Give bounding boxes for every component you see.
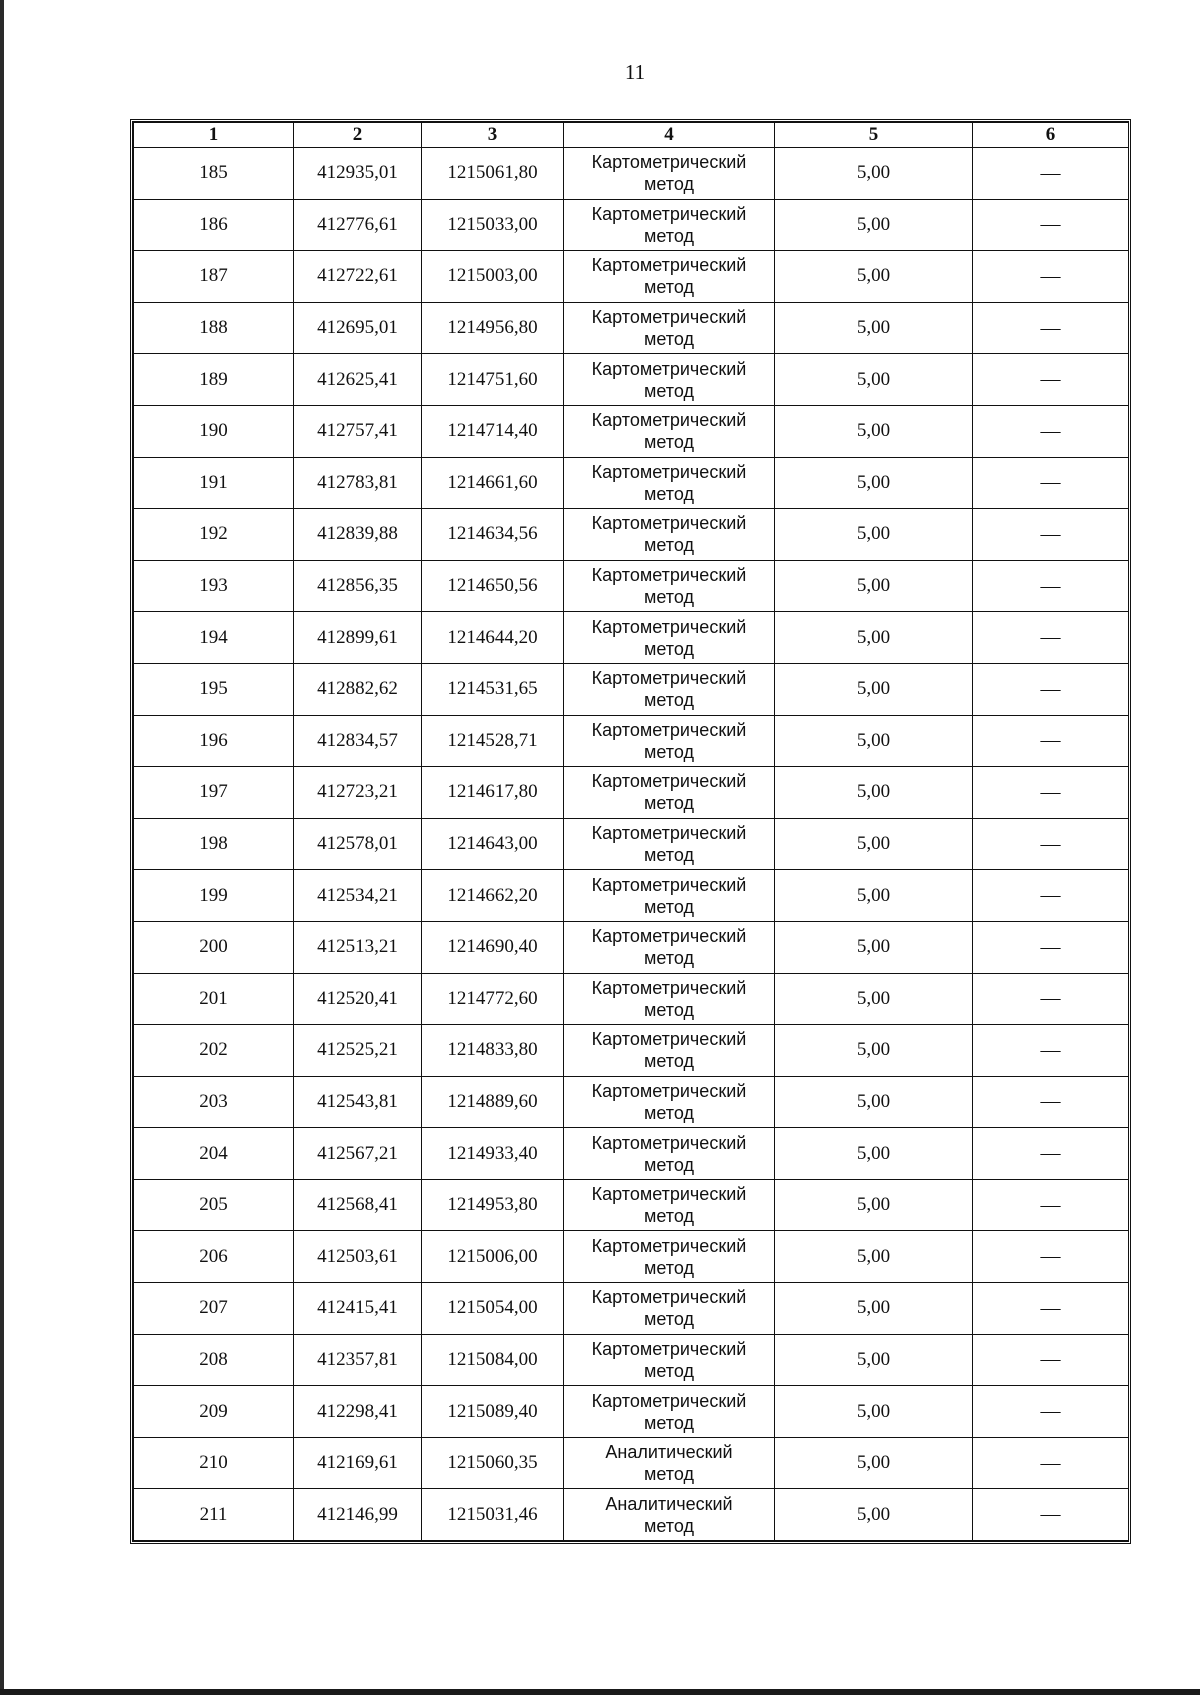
table-row	[134, 405, 1129, 457]
header-col-5: 5	[775, 123, 973, 148]
scan-edge-bottom	[0, 1689, 1200, 1695]
point-number-cell: 207	[134, 1283, 294, 1335]
point-number-cell: 193	[134, 560, 294, 612]
method-cell	[564, 1231, 775, 1283]
accuracy-cell: 5,00	[775, 509, 973, 561]
method-line-1: Картометрический	[591, 1235, 747, 1256]
table-row	[134, 767, 1129, 819]
method-cell	[564, 767, 775, 819]
table-row	[134, 148, 1129, 200]
y-coordinate-cell: 1214690,40	[422, 921, 564, 973]
method-line-2: метод	[644, 535, 694, 556]
method-line-1: Картометрический	[591, 1080, 747, 1101]
accuracy-cell: 5,00	[775, 199, 973, 251]
accuracy-cell: 5,00	[775, 1283, 973, 1335]
table-row	[134, 199, 1129, 251]
point-number-cell: 210	[134, 1437, 294, 1489]
note-cell: —	[973, 1128, 1129, 1180]
method-cell	[564, 1386, 775, 1438]
method-line-1: Картометрический	[591, 616, 747, 637]
accuracy-cell: 5,00	[775, 818, 973, 870]
method-line-1: Картометрический	[591, 771, 747, 792]
method-line-1: Картометрический	[591, 1029, 747, 1050]
y-coordinate-cell: 1215054,00	[422, 1283, 564, 1335]
page-number: 11	[624, 60, 646, 84]
y-coordinate-cell: 1214714,40	[422, 405, 564, 457]
table-row	[134, 870, 1129, 922]
accuracy-cell: 5,00	[775, 715, 973, 767]
y-coordinate-cell: 1215003,00	[422, 251, 564, 303]
x-coordinate-cell: 412839,88	[294, 509, 422, 561]
table-row	[134, 921, 1129, 973]
scan-edge-left	[0, 0, 4, 1695]
method-cell	[564, 973, 775, 1025]
note-cell: —	[973, 1386, 1129, 1438]
note-cell: —	[973, 560, 1129, 612]
accuracy-cell: 5,00	[775, 148, 973, 200]
point-number-cell: 196	[134, 715, 294, 767]
accuracy-cell: 5,00	[775, 1489, 973, 1541]
x-coordinate-cell: 412298,41	[294, 1386, 422, 1438]
method-cell	[564, 1437, 775, 1489]
x-coordinate-cell: 412534,21	[294, 870, 422, 922]
method-cell	[564, 1179, 775, 1231]
table-row	[134, 818, 1129, 870]
table-row	[134, 1489, 1129, 1541]
method-line-2: метод	[644, 1206, 694, 1227]
table-row	[134, 1437, 1129, 1489]
table-row	[134, 1231, 1129, 1283]
method-cell	[564, 457, 775, 509]
y-coordinate-cell: 1214643,00	[422, 818, 564, 870]
accuracy-cell: 5,00	[775, 612, 973, 664]
x-coordinate-cell: 412567,21	[294, 1128, 422, 1180]
method-line-2: метод	[644, 690, 694, 711]
accuracy-cell: 5,00	[775, 405, 973, 457]
method-line-1: Картометрический	[591, 1338, 747, 1359]
method-line-2: метод	[644, 793, 694, 814]
y-coordinate-cell: 1214528,71	[422, 715, 564, 767]
point-number-cell: 187	[134, 251, 294, 303]
y-coordinate-cell: 1214933,40	[422, 1128, 564, 1180]
accuracy-cell: 5,00	[775, 1334, 973, 1386]
table-row	[134, 251, 1129, 303]
note-cell: —	[973, 663, 1129, 715]
y-coordinate-cell: 1215033,00	[422, 199, 564, 251]
method-line-2: метод	[644, 1515, 694, 1536]
note-cell: —	[973, 1437, 1129, 1489]
x-coordinate-cell: 412568,41	[294, 1179, 422, 1231]
method-line-1: Картометрический	[591, 410, 747, 431]
table-row	[134, 973, 1129, 1025]
table-row	[134, 560, 1129, 612]
accuracy-cell: 5,00	[775, 1437, 973, 1489]
y-coordinate-cell: 1215061,80	[422, 148, 564, 200]
point-number-cell: 198	[134, 818, 294, 870]
method-cell	[564, 1283, 775, 1335]
method-line-1: Картометрический	[591, 926, 747, 947]
method-line-1: Картометрический	[591, 823, 747, 844]
note-cell: —	[973, 1025, 1129, 1077]
method-line-2: метод	[644, 277, 694, 298]
table-row	[134, 612, 1129, 664]
point-number-cell: 206	[134, 1231, 294, 1283]
y-coordinate-cell: 1214956,80	[422, 302, 564, 354]
method-line-2: метод	[644, 483, 694, 504]
note-cell: —	[973, 148, 1129, 200]
method-line-2: метод	[644, 638, 694, 659]
method-line-2: метод	[644, 1257, 694, 1278]
method-line-1: Картометрический	[591, 874, 747, 895]
method-line-1: Картометрический	[591, 307, 747, 328]
point-number-cell: 192	[134, 509, 294, 561]
x-coordinate-cell: 412513,21	[294, 921, 422, 973]
x-coordinate-cell: 412169,61	[294, 1437, 422, 1489]
point-number-cell: 195	[134, 663, 294, 715]
x-coordinate-cell: 412520,41	[294, 973, 422, 1025]
y-coordinate-cell: 1214650,56	[422, 560, 564, 612]
point-number-cell: 200	[134, 921, 294, 973]
table-row	[134, 1386, 1129, 1438]
x-coordinate-cell: 412776,61	[294, 199, 422, 251]
point-number-cell: 191	[134, 457, 294, 509]
accuracy-cell: 5,00	[775, 921, 973, 973]
note-cell: —	[973, 870, 1129, 922]
note-cell: —	[973, 715, 1129, 767]
point-number-cell: 185	[134, 148, 294, 200]
point-number-cell: 208	[134, 1334, 294, 1386]
note-cell: —	[973, 302, 1129, 354]
accuracy-cell: 5,00	[775, 663, 973, 715]
point-number-cell: 194	[134, 612, 294, 664]
note-cell: —	[973, 1231, 1129, 1283]
table-row	[134, 509, 1129, 561]
x-coordinate-cell: 412146,99	[294, 1489, 422, 1541]
x-coordinate-cell: 412834,57	[294, 715, 422, 767]
y-coordinate-cell: 1214617,80	[422, 767, 564, 819]
note-cell: —	[973, 405, 1129, 457]
y-coordinate-cell: 1215060,35	[422, 1437, 564, 1489]
note-cell: —	[973, 767, 1129, 819]
method-line-2: метод	[644, 1051, 694, 1072]
accuracy-cell: 5,00	[775, 767, 973, 819]
table-row	[134, 1128, 1129, 1180]
method-line-1: Картометрический	[591, 1287, 747, 1308]
method-line-2: метод	[644, 174, 694, 195]
method-cell	[564, 612, 775, 664]
note-cell: —	[973, 1334, 1129, 1386]
note-cell: —	[973, 1179, 1129, 1231]
point-number-cell: 211	[134, 1489, 294, 1541]
note-cell: —	[973, 457, 1129, 509]
x-coordinate-cell: 412899,61	[294, 612, 422, 664]
point-number-cell: 201	[134, 973, 294, 1025]
point-number-cell: 197	[134, 767, 294, 819]
note-cell: —	[973, 973, 1129, 1025]
header-col-1: 1	[134, 123, 294, 148]
accuracy-cell: 5,00	[775, 1386, 973, 1438]
point-number-cell: 190	[134, 405, 294, 457]
accuracy-cell: 5,00	[775, 1179, 973, 1231]
y-coordinate-cell: 1215006,00	[422, 1231, 564, 1283]
method-line-2: метод	[644, 225, 694, 246]
table-row	[134, 1283, 1129, 1335]
note-cell: —	[973, 354, 1129, 406]
x-coordinate-cell: 412578,01	[294, 818, 422, 870]
coordinates-table-frame	[130, 119, 1131, 1544]
method-line-2: метод	[644, 1360, 694, 1381]
accuracy-cell: 5,00	[775, 973, 973, 1025]
accuracy-cell: 5,00	[775, 1128, 973, 1180]
x-coordinate-cell: 412357,81	[294, 1334, 422, 1386]
method-line-2: метод	[644, 1102, 694, 1123]
table-row	[134, 715, 1129, 767]
table-row	[134, 1076, 1129, 1128]
header-col-4: 4	[564, 123, 775, 148]
accuracy-cell: 5,00	[775, 302, 973, 354]
note-cell: —	[973, 612, 1129, 664]
y-coordinate-cell: 1214531,65	[422, 663, 564, 715]
x-coordinate-cell: 412935,01	[294, 148, 422, 200]
point-number-cell: 189	[134, 354, 294, 406]
x-coordinate-cell: 412415,41	[294, 1283, 422, 1335]
accuracy-cell: 5,00	[775, 251, 973, 303]
method-line-1: Картометрический	[591, 1132, 747, 1153]
method-line-1: Картометрический	[591, 203, 747, 224]
method-line-1: Картометрический	[591, 513, 747, 534]
accuracy-cell: 5,00	[775, 457, 973, 509]
x-coordinate-cell: 412856,35	[294, 560, 422, 612]
x-coordinate-cell: 412757,41	[294, 405, 422, 457]
y-coordinate-cell: 1215089,40	[422, 1386, 564, 1438]
note-cell: —	[973, 1283, 1129, 1335]
table-row	[134, 457, 1129, 509]
method-cell	[564, 251, 775, 303]
y-coordinate-cell: 1215031,46	[422, 1489, 564, 1541]
y-coordinate-cell: 1214644,20	[422, 612, 564, 664]
method-cell	[564, 148, 775, 200]
y-coordinate-cell: 1214634,56	[422, 509, 564, 561]
method-cell	[564, 1489, 775, 1541]
table-header-row	[134, 123, 1129, 148]
accuracy-cell: 5,00	[775, 1076, 973, 1128]
method-line-2: метод	[644, 1412, 694, 1433]
note-cell: —	[973, 251, 1129, 303]
note-cell: —	[973, 921, 1129, 973]
method-line-2: метод	[644, 380, 694, 401]
method-line-1: Картометрический	[591, 1390, 747, 1411]
method-line-1: Картометрический	[591, 255, 747, 276]
method-line-2: метод	[644, 845, 694, 866]
method-cell	[564, 1025, 775, 1077]
table-row	[134, 1025, 1129, 1077]
method-cell	[564, 1076, 775, 1128]
note-cell: —	[973, 509, 1129, 561]
method-line-1: Картометрический	[591, 977, 747, 998]
y-coordinate-cell: 1214662,20	[422, 870, 564, 922]
y-coordinate-cell: 1215084,00	[422, 1334, 564, 1386]
y-coordinate-cell: 1214953,80	[422, 1179, 564, 1231]
method-cell	[564, 663, 775, 715]
method-line-2: метод	[644, 329, 694, 350]
note-cell: —	[973, 1489, 1129, 1541]
table-row	[134, 302, 1129, 354]
point-number-cell: 188	[134, 302, 294, 354]
method-line-1: Картометрический	[591, 152, 747, 173]
x-coordinate-cell: 412783,81	[294, 457, 422, 509]
point-number-cell: 205	[134, 1179, 294, 1231]
y-coordinate-cell: 1214889,60	[422, 1076, 564, 1128]
note-cell: —	[973, 818, 1129, 870]
method-line-2: метод	[644, 1464, 694, 1485]
x-coordinate-cell: 412723,21	[294, 767, 422, 819]
method-cell	[564, 509, 775, 561]
method-line-2: метод	[644, 948, 694, 969]
method-cell	[564, 302, 775, 354]
header-col-3: 3	[422, 123, 564, 148]
method-line-1: Картометрический	[591, 1184, 747, 1205]
method-cell	[564, 560, 775, 612]
method-line-2: метод	[644, 741, 694, 762]
method-line-1: Картометрический	[591, 668, 747, 689]
point-number-cell: 209	[134, 1386, 294, 1438]
method-line-2: метод	[644, 1154, 694, 1175]
x-coordinate-cell: 412722,61	[294, 251, 422, 303]
method-cell	[564, 1128, 775, 1180]
method-line-1: Аналитический	[605, 1493, 733, 1514]
point-number-cell: 202	[134, 1025, 294, 1077]
accuracy-cell: 5,00	[775, 354, 973, 406]
y-coordinate-cell: 1214751,60	[422, 354, 564, 406]
accuracy-cell: 5,00	[775, 870, 973, 922]
x-coordinate-cell: 412503,61	[294, 1231, 422, 1283]
accuracy-cell: 5,00	[775, 560, 973, 612]
accuracy-cell: 5,00	[775, 1231, 973, 1283]
method-line-2: метод	[644, 896, 694, 917]
point-number-cell: 186	[134, 199, 294, 251]
accuracy-cell: 5,00	[775, 1025, 973, 1077]
method-cell	[564, 870, 775, 922]
table-row	[134, 354, 1129, 406]
method-line-1: Картометрический	[591, 719, 747, 740]
method-cell	[564, 715, 775, 767]
table-row	[134, 1334, 1129, 1386]
method-line-2: метод	[644, 587, 694, 608]
point-number-cell: 203	[134, 1076, 294, 1128]
coordinates-table	[133, 122, 1129, 1541]
table-row	[134, 1179, 1129, 1231]
x-coordinate-cell: 412525,21	[294, 1025, 422, 1077]
method-cell	[564, 405, 775, 457]
y-coordinate-cell: 1214833,80	[422, 1025, 564, 1077]
method-line-1: Картометрический	[591, 461, 747, 482]
method-cell	[564, 818, 775, 870]
method-cell	[564, 921, 775, 973]
note-cell: —	[973, 1076, 1129, 1128]
x-coordinate-cell: 412543,81	[294, 1076, 422, 1128]
method-line-1: Картометрический	[591, 358, 747, 379]
table-row	[134, 663, 1129, 715]
header-col-6: 6	[973, 123, 1129, 148]
x-coordinate-cell: 412625,41	[294, 354, 422, 406]
x-coordinate-cell: 412882,62	[294, 663, 422, 715]
method-line-1: Аналитический	[605, 1442, 733, 1463]
header-col-2: 2	[294, 123, 422, 148]
method-line-2: метод	[644, 432, 694, 453]
method-line-2: метод	[644, 1309, 694, 1330]
x-coordinate-cell: 412695,01	[294, 302, 422, 354]
point-number-cell: 204	[134, 1128, 294, 1180]
point-number-cell: 199	[134, 870, 294, 922]
method-cell	[564, 199, 775, 251]
y-coordinate-cell: 1214772,60	[422, 973, 564, 1025]
method-cell	[564, 354, 775, 406]
method-line-1: Картометрический	[591, 565, 747, 586]
method-line-2: метод	[644, 999, 694, 1020]
method-cell	[564, 1334, 775, 1386]
y-coordinate-cell: 1214661,60	[422, 457, 564, 509]
note-cell: —	[973, 199, 1129, 251]
